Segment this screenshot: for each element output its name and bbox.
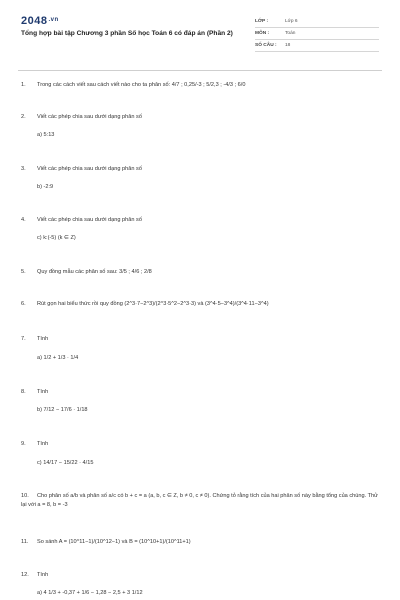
question-number: 11. <box>21 539 29 545</box>
question-number: 4. <box>21 217 26 223</box>
question-text: Quy đồng mẫu các phân số sau: 3/5 ; 4/6 ; 2/8 <box>37 269 152 275</box>
meta-row-count <box>255 40 379 52</box>
question-8-part: b) 7/12 − 17/6 · 1/18 <box>37 407 88 413</box>
meta-key: SỐ CÂU : <box>255 42 277 48</box>
question-text: Tính <box>37 441 49 447</box>
site-logo[interactable] <box>21 15 59 27</box>
question-text: Cho phân số a/b và phân số a/c có b + c = a (a, b, c ∈ Z, b ≠ 0, c ≠ 0). Chứng tỏ rằng tích của hai phân số này bằng tổng của chúng. Thử lại với a = 8, b = -3 <box>21 493 378 508</box>
question-number: 6. <box>21 301 26 307</box>
meta-key: LỚP : <box>255 18 269 24</box>
question-text: Tính <box>37 572 49 578</box>
question-number: 12. <box>21 572 29 578</box>
logo-text: 2048 <box>21 15 48 27</box>
meta-key: MÔN : <box>255 30 270 36</box>
question-9-part: c) 14/17 − 15/22 · 4/15 <box>37 460 94 466</box>
question-1 <box>21 81 383 90</box>
question-12-part: a) 4 1/3 + -0,37 + 1/6 − 1,28 − 2,5 + 3 1/12 <box>37 590 143 596</box>
question-text: Tính <box>37 389 49 395</box>
document-header <box>0 0 400 70</box>
question-7-part: a) 1/2 + 1/3 · 1/4 <box>37 355 79 361</box>
logo-tld: .vn <box>48 17 59 23</box>
question-6 <box>21 300 383 309</box>
question-4-part: c) k:(-5) (k ∈ Z) <box>37 235 76 241</box>
page-title: Tổng hợp bài tập Chương 3 phần Số học Toán 6 có đáp án (Phần 2) <box>21 30 233 37</box>
question-number: 7. <box>21 336 26 342</box>
question-number: 1. <box>21 82 26 88</box>
meta-row-subject <box>255 28 379 40</box>
question-number: 5. <box>21 269 26 275</box>
question-7 <box>21 335 383 344</box>
question-text: Tính <box>37 336 49 342</box>
question-5 <box>21 268 383 277</box>
meta-table <box>255 16 379 52</box>
question-3 <box>21 165 383 174</box>
question-text: Viết các phép chia sau dưới dạng phân số <box>37 114 142 120</box>
question-number: 2. <box>21 114 26 120</box>
question-2-part: a) 5:13 <box>37 132 55 138</box>
meta-value: 18 <box>285 42 291 48</box>
header-divider <box>18 70 382 71</box>
question-10 <box>21 492 383 510</box>
question-12 <box>21 571 383 580</box>
question-number: 8. <box>21 389 26 395</box>
meta-value: Toán <box>285 30 296 36</box>
question-text: Viết các phép chia sau dưới dạng phân số <box>37 217 142 223</box>
question-3-part: b) -2:9 <box>37 184 54 190</box>
question-number: 10. <box>21 493 29 499</box>
question-number: 3. <box>21 166 26 172</box>
question-number: 9. <box>21 441 26 447</box>
meta-value: Lớp 6 <box>285 18 298 24</box>
question-text: So sánh A = (10^11−1)/(10^12−1) và B = (10^10+1)/(10^11+1) <box>37 539 191 545</box>
meta-row-class <box>255 16 379 28</box>
question-4 <box>21 216 383 225</box>
question-text: Trong các cách viết sau cách viết nào cho ta phân số: 4/7 ; 0,25/-3 ; 5/2,3 ; -4/3 ; 6/0 <box>37 82 246 88</box>
question-8 <box>21 388 383 397</box>
question-text: Rút gọn hai biểu thức rồi quy đồng (2^3·7−2^3)/(2^3·5^2−2^3·3) và (3^4·5−3^4)/(3^4·11−3^4) <box>37 301 269 307</box>
question-text: Viết các phép chia sau dưới dạng phân số <box>37 166 142 172</box>
question-2 <box>21 113 383 122</box>
question-11 <box>21 538 383 547</box>
question-9 <box>21 440 383 449</box>
